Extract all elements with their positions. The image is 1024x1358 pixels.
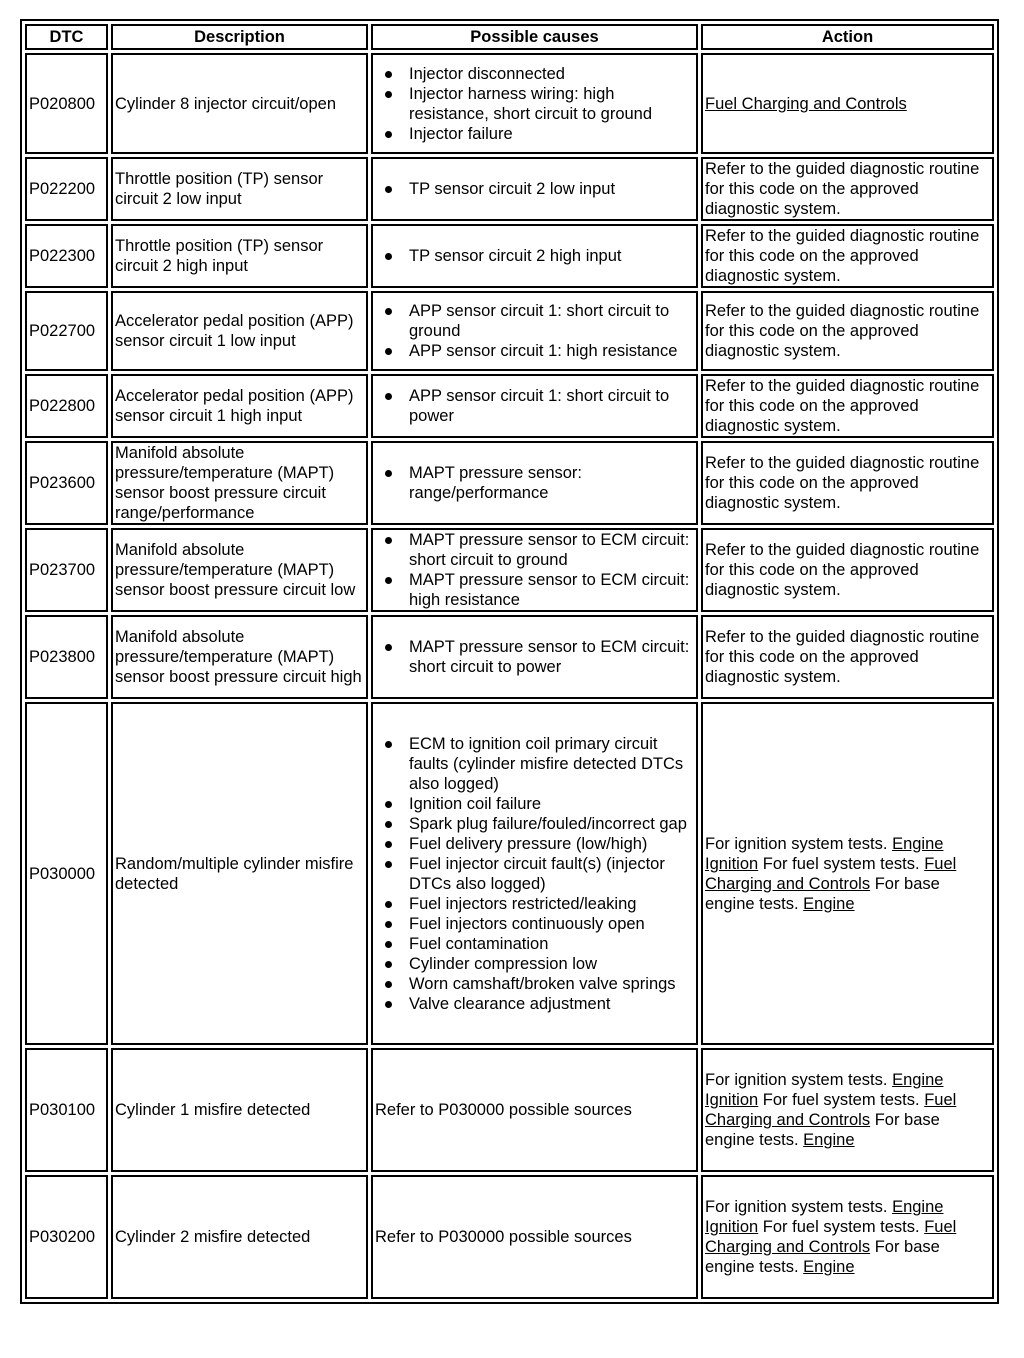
table-row	[25, 615, 994, 699]
action-cell	[701, 615, 994, 699]
dtc-code-cell: P030100	[25, 1048, 108, 1172]
cause-list-item: Injector harness wiring: high resistance, short circuit to ground	[409, 84, 694, 124]
table-row	[25, 1048, 994, 1172]
cause-list-item: MAPT pressure sensor to ECM circuit: high resistance	[409, 570, 694, 610]
causes-list	[375, 179, 694, 199]
description-cell: Manifold absolute pressure/temperature (MAPT) sensor boost pressure circuit low	[111, 528, 368, 612]
table-row	[25, 291, 994, 371]
action-cell	[701, 157, 994, 221]
cause-list-item: Spark plug failure/fouled/incorrect gap	[409, 814, 694, 834]
dtc-code-cell: P022800	[25, 374, 108, 438]
action-text: Refer to the guided diagnostic routine for this code on the approved diagnostic system.	[705, 628, 980, 686]
action-text: For base engine tests.	[705, 1111, 940, 1149]
action-text: Refer to the guided diagnostic routine for this code on the approved diagnostic system.	[705, 541, 980, 599]
possible-causes-cell	[371, 528, 698, 612]
table-row	[25, 157, 994, 221]
table-row	[25, 702, 994, 1045]
dtc-code-cell: P022700	[25, 291, 108, 371]
dtc-code-cell: P020800	[25, 53, 108, 154]
dtc-code-cell: P022200	[25, 157, 108, 221]
action-link[interactable]: Engine	[803, 894, 855, 913]
header-possible-causes: Possible causes	[371, 24, 698, 50]
cause-list-item: MAPT pressure sensor to ECM circuit: short circuit to power	[409, 637, 694, 677]
action-link[interactable]: Fuel Charging and Controls	[705, 854, 957, 893]
dtc-code-cell: P023700	[25, 528, 108, 612]
action-text: Refer to the guided diagnostic routine for this code on the approved diagnostic system.	[705, 454, 980, 512]
table-row	[25, 374, 994, 438]
action-text: For ignition system tests.	[705, 834, 893, 853]
possible-causes-cell	[371, 702, 698, 1045]
action-text: For ignition system tests.	[705, 1198, 893, 1216]
table-row	[25, 441, 994, 525]
causes-list	[375, 246, 694, 266]
cause-list-item: Fuel injectors restricted/leaking	[409, 894, 694, 914]
table-row	[25, 1175, 994, 1299]
possible-causes-cell: Refer to P030000 possible sources	[371, 1048, 698, 1172]
header-row	[25, 24, 994, 50]
causes-list	[375, 637, 694, 677]
possible-causes-cell	[371, 615, 698, 699]
action-text: Refer to the guided diagnostic routine for this code on the approved diagnostic system.	[705, 227, 980, 285]
cause-list-item: Injector disconnected	[409, 64, 694, 84]
action-cell	[701, 224, 994, 288]
cause-list-item: Injector failure	[409, 124, 694, 144]
action-text: Refer to the guided diagnostic routine for this code on the approved diagnostic system.	[705, 377, 980, 435]
action-text: For base engine tests.	[705, 1238, 940, 1276]
description-cell: Accelerator pedal position (APP) sensor circuit 1 low input	[111, 291, 368, 371]
description-cell: Manifold absolute pressure/temperature (MAPT) sensor boost pressure circuit range/performance	[111, 441, 368, 525]
description-cell: Throttle position (TP) sensor circuit 2 low input	[111, 157, 368, 221]
possible-causes-cell	[371, 374, 698, 438]
action-text: Refer to the guided diagnostic routine for this code on the approved diagnostic system.	[705, 160, 980, 218]
possible-causes-cell: Refer to P030000 possible sources	[371, 1175, 698, 1299]
action-cell	[701, 1175, 994, 1299]
description-cell: Cylinder 8 injector circuit/open	[111, 53, 368, 154]
action-link[interactable]: Engine Ignition	[705, 834, 944, 873]
action-link[interactable]: Engine	[803, 1258, 855, 1276]
possible-causes-cell	[371, 291, 698, 371]
dtc-table	[20, 19, 999, 1304]
cause-list-item: MAPT pressure sensor: range/performance	[409, 463, 694, 503]
cause-list-item: TP sensor circuit 2 low input	[409, 179, 694, 199]
description-cell: Cylinder 2 misfire detected	[111, 1175, 368, 1299]
possible-causes-cell	[371, 157, 698, 221]
description-cell: Accelerator pedal position (APP) sensor circuit 1 high input	[111, 374, 368, 438]
causes-list	[375, 734, 694, 1014]
action-text: For fuel system tests.	[758, 1218, 925, 1236]
header-description: Description	[111, 24, 368, 50]
action-link[interactable]: Fuel Charging and Controls	[705, 94, 907, 113]
action-cell	[701, 441, 994, 525]
cause-list-item: ECM to ignition coil primary circuit faults (cylinder misfire detected DTCs also logged)	[409, 734, 694, 794]
cause-list-item: Fuel delivery pressure (low/high)	[409, 834, 694, 854]
cause-list-item: TP sensor circuit 2 high input	[409, 246, 694, 266]
action-text: For base engine tests.	[705, 874, 940, 913]
possible-causes-cell	[371, 224, 698, 288]
action-text: Refer to the guided diagnostic routine for this code on the approved diagnostic system.	[705, 302, 980, 360]
action-link[interactable]: Engine Ignition	[705, 1071, 944, 1109]
causes-list	[375, 530, 694, 610]
causes-list	[375, 463, 694, 503]
action-link[interactable]: Fuel Charging and Controls	[705, 1218, 957, 1256]
action-text: For fuel system tests.	[758, 1091, 925, 1109]
cause-list-item: Fuel injector circuit fault(s) (injector DTCs also logged)	[409, 854, 694, 894]
action-cell	[701, 53, 994, 154]
cause-list-item: Valve clearance adjustment	[409, 994, 694, 1014]
action-cell	[701, 291, 994, 371]
action-link[interactable]: Fuel Charging and Controls	[705, 1091, 957, 1129]
dtc-code-cell: P030200	[25, 1175, 108, 1299]
description-cell: Manifold absolute pressure/temperature (MAPT) sensor boost pressure circuit high	[111, 615, 368, 699]
causes-list	[375, 386, 694, 426]
header-action: Action	[701, 24, 994, 50]
cause-list-item: APP sensor circuit 1: short circuit to power	[409, 386, 694, 426]
dtc-code-cell: P023600	[25, 441, 108, 525]
action-cell	[701, 528, 994, 612]
action-cell	[701, 1048, 994, 1172]
action-link[interactable]: Engine Ignition	[705, 1198, 944, 1236]
cause-list-item: Ignition coil failure	[409, 794, 694, 814]
action-cell	[701, 374, 994, 438]
causes-list	[375, 301, 694, 361]
cause-list-item: Worn camshaft/broken valve springs	[409, 974, 694, 994]
action-cell	[701, 702, 994, 1045]
action-text: For ignition system tests.	[705, 1071, 893, 1089]
cause-list-item: APP sensor circuit 1: short circuit to ground	[409, 301, 694, 341]
table-row	[25, 224, 994, 288]
cause-list-item: Fuel injectors continuously open	[409, 914, 694, 934]
cause-list-item: MAPT pressure sensor to ECM circuit: short circuit to ground	[409, 530, 694, 570]
header-dtc: DTC	[25, 24, 108, 50]
action-text: For fuel system tests.	[758, 854, 925, 873]
table-body	[25, 53, 994, 1299]
possible-causes-cell	[371, 53, 698, 154]
possible-causes-cell	[371, 441, 698, 525]
dtc-code-cell: P030000	[25, 702, 108, 1045]
cause-list-item: Fuel contamination	[409, 934, 694, 954]
description-cell: Throttle position (TP) sensor circuit 2 high input	[111, 224, 368, 288]
description-cell: Random/multiple cylinder misfire detected	[111, 702, 368, 1045]
causes-list	[375, 64, 694, 144]
dtc-code-cell: P023800	[25, 615, 108, 699]
cause-list-item: Cylinder compression low	[409, 954, 694, 974]
cause-list-item: APP sensor circuit 1: high resistance	[409, 341, 694, 361]
action-link[interactable]: Engine	[803, 1131, 855, 1149]
table-row	[25, 528, 994, 612]
dtc-code-cell: P022300	[25, 224, 108, 288]
table-row	[25, 53, 994, 154]
description-cell: Cylinder 1 misfire detected	[111, 1048, 368, 1172]
